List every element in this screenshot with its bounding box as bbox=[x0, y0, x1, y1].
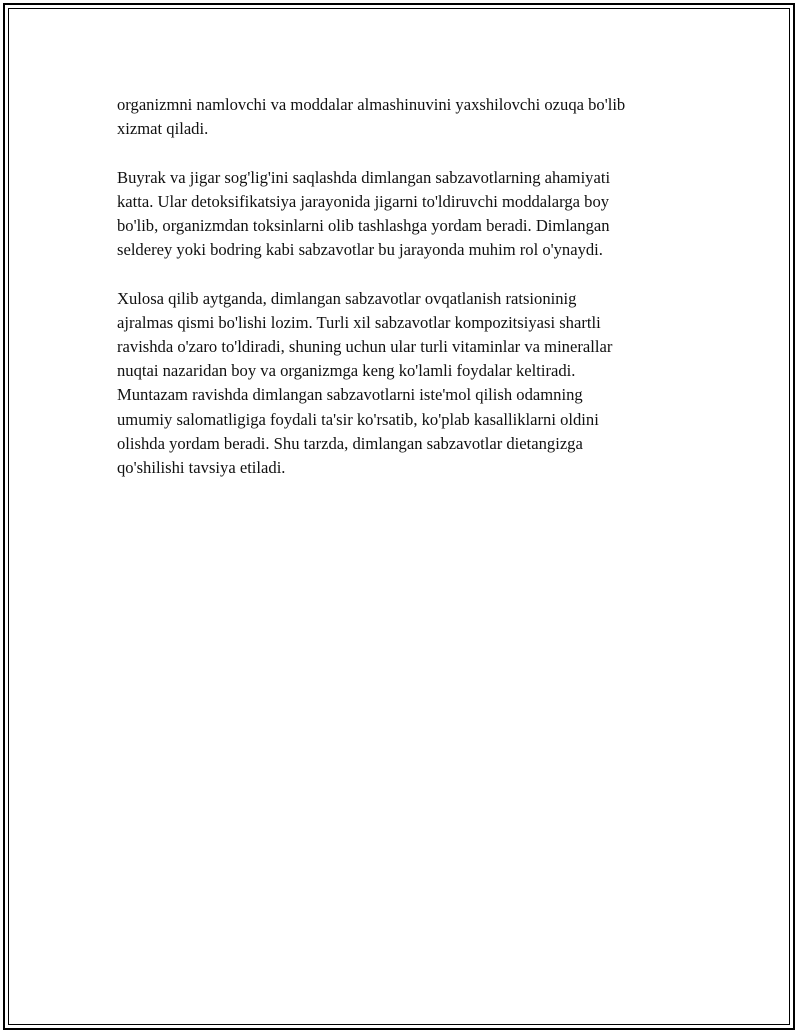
paragraph-1: organizmni namlovchi va moddalar almashinuvini yaxshilovchi ozuqa bo'lib xizmat qiladi. bbox=[117, 95, 626, 139]
document-body bbox=[117, 93, 692, 504]
paragraph-3: Xulosa qilib aytganda, dimlangan sabzavotlar ovqatlanish ratsioninig ajralmas qismi bo'lishi lozim. Turli xil sabzavotlar kompozitsiyasi shartli ravishda o'zaro to'ldiradi, shuning uchun ular turli vitaminlar va minerallar nuqtai nazaridan boy va organizmga keng ko'lamli foydalar keltiradi. Muntazam ravishda dimlangan sabzavotlarni iste'mol qilish odamning umumiy salomatligiga foydali ta'sir ko'rsatib, ko'plab kasalliklarni oldini olishda yordam beradi. Shu tarzda, dimlangan sabzavotlar dietangizga qo'shilishi tavsiya etiladi. bbox=[117, 288, 613, 478]
paragraph-2: Buyrak va jigar sog'lig'ini saqlashda dimlangan sabzavotlarning ahamiyati katta. Ular detoksifikatsiya jarayonida jigarni to'ldiruvchi moddalarga boy bo'lib, organizmdan toksinlarni olib tashlashga yordam beradi. Dimlangan selderey yoki bodring kabi sabzavotlar bu jarayonda muhim rol o'ynaydi. bbox=[117, 167, 611, 260]
